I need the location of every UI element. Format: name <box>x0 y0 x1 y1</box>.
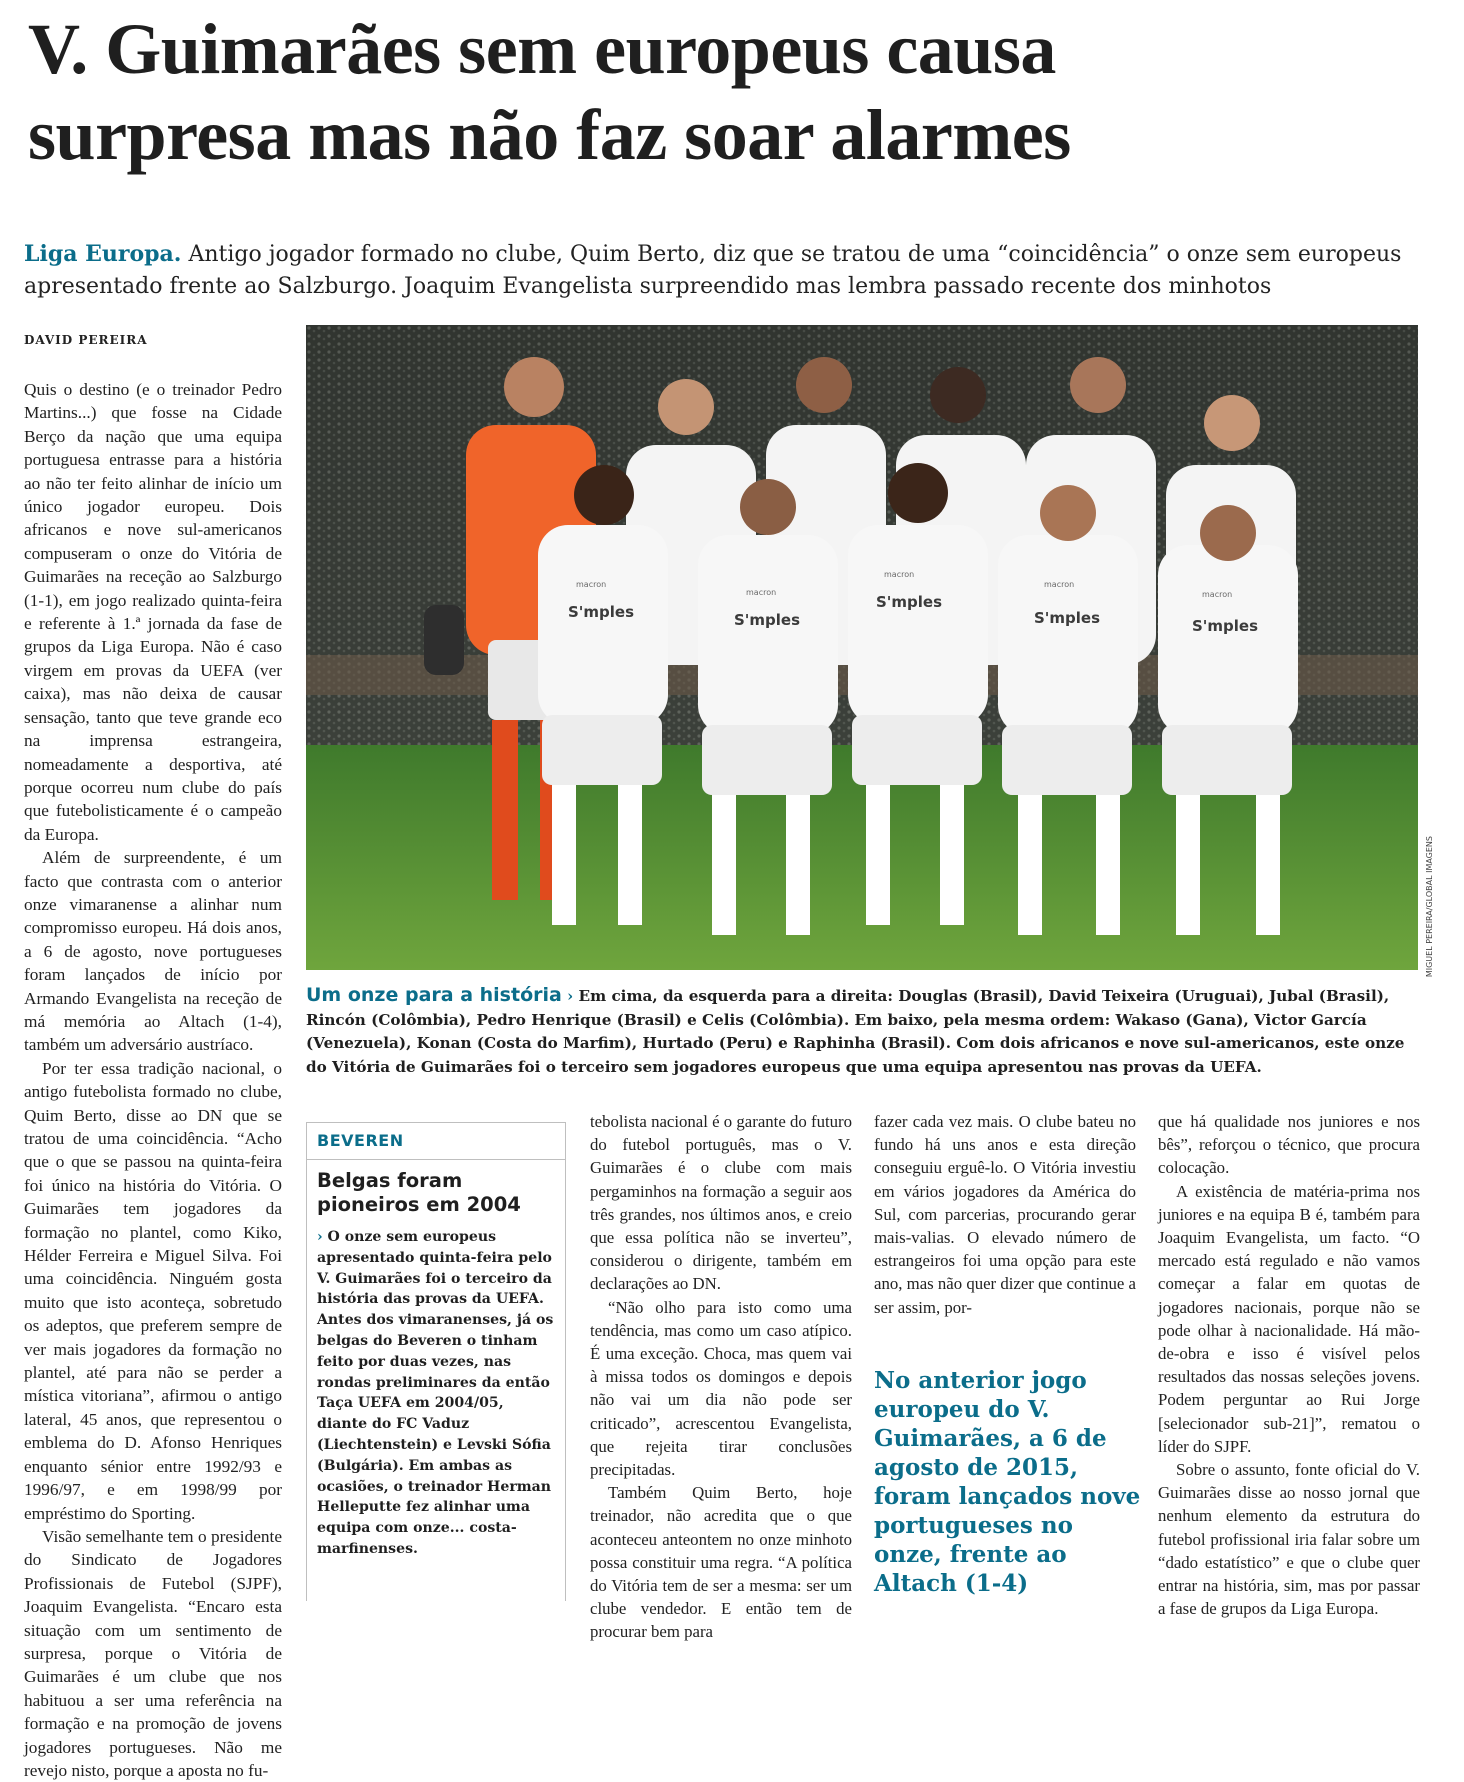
svg-text:macron: macron <box>884 570 915 579</box>
box-tag: BEVEREN <box>317 1131 404 1150</box>
svg-text:S'mples: S'mples <box>876 593 943 611</box>
article-column-4 <box>1158 1110 1420 1619</box>
lead-text: Antigo jogador formado no clube, Quim Berto, diz que se tratou de uma “coincidência” o onze sem europeus apresentado frente ao Salzburgo. Joaquim Evangelista surpreendido mas lembra passado recente dos minhotos <box>24 242 1402 299</box>
caption-arrow-icon: › <box>567 987 574 1005</box>
headline-line-2: surpresa mas não faz soar alarmes <box>28 95 1071 175</box>
caption-title: Um onze para a história <box>306 984 562 1006</box>
svg-text:S'mples: S'mples <box>1192 617 1259 635</box>
paragraph: Além de surpreendente, é um facto que contrasta com o anterior onze vimaranense a alinhar num compromisso europeu. Há dois anos, a 6 de agosto, nove portugueses foram lançados de início por Armando Evangelista na receção de má memória ao Altach (1-4), também um adversário austríaco. <box>24 848 282 1055</box>
paragraph: que há qualidade nos juniores e nos bês”, reforçou o técnico, que procura colocação. <box>1158 1112 1420 1178</box>
paragraph: fazer cada vez mais. O clube bateu no fundo há uns anos e esta direção conseguiu erguê-lo. O Vitória investiu em vários jogadores da América do Sul, com parcerias, procurando gerar mais-valias. O elevado número de estrangeiros foi uma opção para este ano, mas não quer dizer que continue a ser assim, por- <box>874 1112 1136 1317</box>
photo-credit: MIGUEL PEREIRA/GLOBAL IMAGENS <box>1425 836 1434 978</box>
byline: DAVID PEREIRA <box>24 333 148 347</box>
article-column-left <box>24 378 282 1780</box>
lead-kicker: Liga Europa. <box>24 241 182 267</box>
svg-text:macron: macron <box>746 588 777 597</box>
paragraph: Sobre o assunto, fonte oficial do V. Guimarães disse ao nosso jornal que nenhum elemento da estrutura do futebol profissional iria falar sobre um “dado estatístico” e que o clube quer entrar na história, sim, mas por passar a fase de grupos da Liga Europa. <box>1158 1460 1420 1619</box>
caption-text: Em cima, da esquerda para a direita: Douglas (Brasil), David Teixeira (Uruguai), Jubal (Brasil), Rincón (Colômbia), Pedro Henrique (Brasil) e Celis (Colômbia). Em baixo, pela mesma ordem: Wakaso (Gana), Victor García (Venezuela), Konan (Costa do Marfim), Hurtado (Peru) e Raphinha (Brasil). Com dois africanos e nove sul-americanos, este onze do Vitória de Guimarães foi o terceiro sem jogadores europeus que uma equipa apresentou nas provas da UEFA. <box>306 987 1405 1076</box>
box-text: O onze sem europeus apresentado quinta-feira pelo V. Guimarães foi o terceiro da história das provas da UEFA. Antes dos vimaranenses, já os belgas do Beveren o tinham feito por duas vezes, nas rondas preliminares da então Taça UEFA em 2004/05, diante do FC Vaduz (Liechtenstein) e Levski Sófia (Bulgária). Em ambas as ocasiões, o treinador Herman Helleputte fez alinhar uma equipa com onze... costa-marfinenses. <box>317 1229 554 1557</box>
paragraph: Por ter essa tradição nacional, o antigo futebolista formado no clube, Quim Berto, disse ao DN que se tratou de uma coincidência. “Acho que o que se passou na quinta-feira foi único na história do Vitória. O Guimarães tem jogadores da formação no plantel, como Kiko, Hélder Ferreira e Miguel Silva. Foi uma coincidência. Ninguém gosta muito que isto aconteça, sobretudo os adeptos, que preferem sempre de ver mais jogadores da formação no plantel, até para não se perder a mística vitoriana”, afirmou o antigo lateral, 45 anos, que representou o emblema do D. Afonso Henriques enquanto sénior entre 1992/93 e 1996/97, e em 1998/99 por empréstimo do Sporting. <box>24 1058 282 1523</box>
svg-text:S'mples: S'mples <box>568 603 635 621</box>
svg-text:macron: macron <box>1044 580 1075 589</box>
box-title: Belgas foram pioneiros em 2004 <box>317 1169 521 1216</box>
svg-text:macron: macron <box>576 580 607 589</box>
team-photo <box>306 325 1418 970</box>
lead-paragraph <box>24 238 1424 303</box>
headline-line-1: V. Guimarães sem europeus causa <box>28 9 1056 89</box>
paragraph: Visão semelhante tem o presidente do Sindicato de Jogadores Profissionais de Futebol (SJPF), Joaquim Evangelista. “Encaro esta situação com um sentimento de surpresa, porque o Vitória de Guimarães é um clube que nos habituou a ser uma referência na formação e na promoção de jovens jogadores portugueses. Não me revejo nisto, porque a aposta no fu- <box>24 1526 282 1780</box>
pull-quote: No anterior jogo europeu do V. Guimarães, a 6 de agosto de 2015, foram lançados nove portugueses no onze, frente ao Altach (1-4) <box>874 1367 1141 1597</box>
team-photo-illustration <box>306 325 1418 970</box>
box-arrow-icon: › <box>317 1229 323 1245</box>
paragraph: A existência de matéria-prima nos juniores e na equipa B é, também para Joaquim Evangelista, um facto. “O mercado está regulado e não vamos começar a falar em quotas de jogadores nacionais, porque não se pode olhar à nacionalidade. Há mão-de-obra e isso é visível pelos resultados das nossas seleções jovens. Podem perguntar ao Rui Jorge [selecionador sub-21]”, rematou o líder do SJPF. <box>1158 1181 1420 1456</box>
box-divider <box>307 1159 565 1160</box>
box-body <box>317 1227 557 1560</box>
photo-caption <box>306 984 1418 1079</box>
paragraph: Também Quim Berto, hoje treinador, não acredita que o que aconteceu anteontem no onze minhoto possa constituir uma regra. “A política do Vitória tem de ser a mesma: ser um clube vendedor. E então tem de procurar bem para <box>590 1483 852 1642</box>
paragraph: Quis o destino (e o treinador Pedro Martins...) que fosse na Cidade Berço da nação que uma equipa portuguesa entrasse para a história ao não ter feito alinhar de início um único jogador europeu. Dois africanos e nove sul-americanos compuseram o onze do Vitória de Guimarães na receção ao Salzburgo (1-1), em jogo realizado quinta-feira e referente à 1.ª jornada da fase de grupos da Liga Europa. Não é caso virgem em provas da UEFA (ver caixa), mas não deixa de causar sensação, tanto que teve grande eco na imprensa estrangeira, nomeadamente a desportiva, até porque ocorreu num clube do país que futebolisticamente é o campeão da Europa. <box>24 380 282 844</box>
svg-text:macron: macron <box>1202 590 1233 599</box>
article-column-3 <box>874 1110 1136 1360</box>
sidebar-box <box>306 1122 566 1601</box>
paragraph: tebolista nacional é o garante do futuro do futebol português, mas o V. Guimarães é o clube com mais pergaminhos na formação a seguir aos três grandes, nos últimos anos, e creio que essa política não se inverteu”, considerou o dirigente, também em declarações ao DN. <box>590 1112 852 1294</box>
paragraph: “Não olho para isto como uma tendência, mas como um caso atípico. É uma exceção. Choca, mas quem vai à missa todos os domingos e depois não vai um dia não pode ser criticado”, acrescentou Evangelista, que rejeita tirar conclusões precipitadas. <box>590 1297 852 1480</box>
svg-text:S'mples: S'mples <box>734 611 801 629</box>
headline <box>28 6 1448 178</box>
svg-text:S'mples: S'mples <box>1034 609 1101 627</box>
article-column-2 <box>590 1110 852 1642</box>
